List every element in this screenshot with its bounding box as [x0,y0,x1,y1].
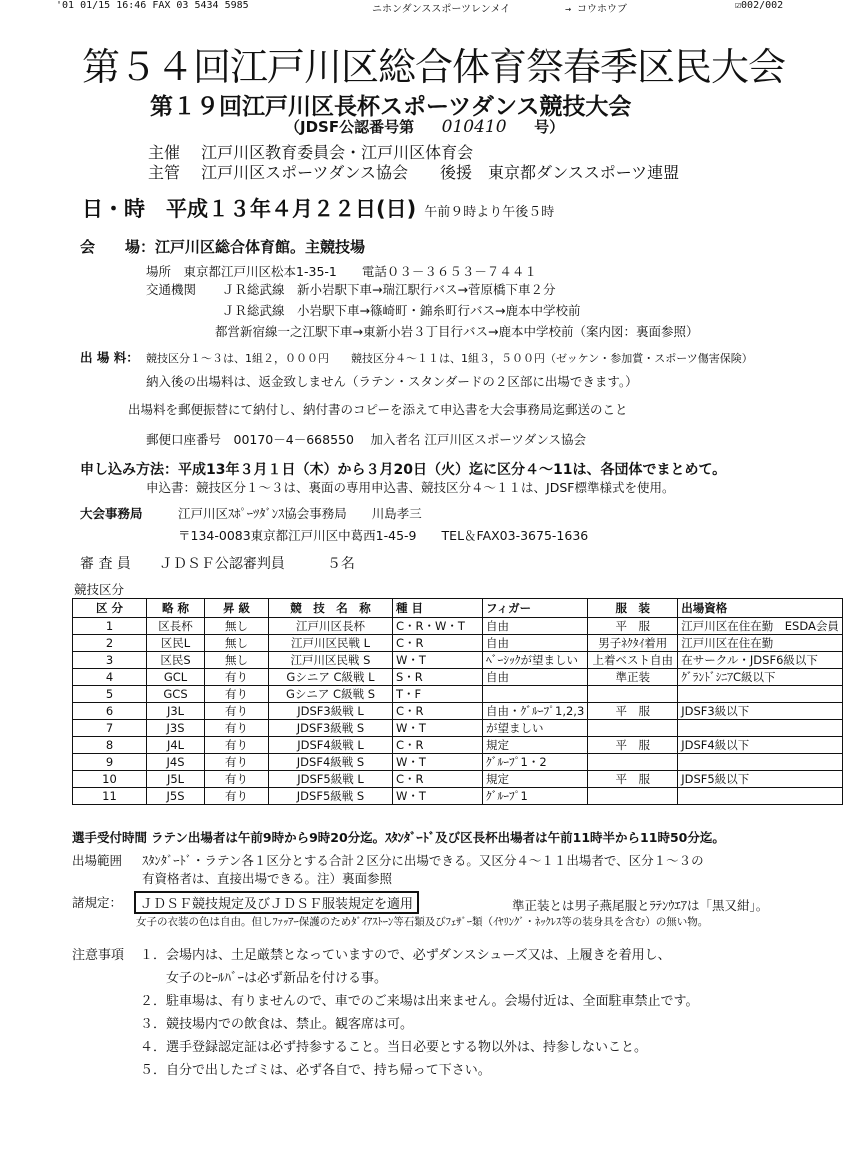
table-cell: 自由 [483,635,588,652]
table-cell: T・F [393,686,483,703]
table-cell: C・R・W・T [393,618,483,635]
table-cell: 区長杯 [147,618,205,635]
note-item: ４．選手登録認定証は必ず持参すること。当日必要とする物以外は、持参しないこと。 [140,1040,648,1055]
table-cell: 平 服 [588,618,678,635]
table-cell: 自由 [483,618,588,635]
fax-header-sender: '01 01/15 16:46 FAX 03 5434 5985 [56,0,249,11]
table-cell: C・R [393,771,483,788]
table-cell: 有り [205,737,269,754]
table-cell: 無し [205,618,269,635]
table-cell: 有り [205,788,269,805]
table-cell: GCS [147,686,205,703]
table-cell: 4 [73,669,147,686]
table-cell: GCL [147,669,205,686]
table-cell: 男子ﾈｸﾀｲ着用 [588,635,678,652]
table-cell: ｸﾞﾗﾝﾄﾞｼﾆｱC級以下 [678,669,843,686]
note-item: ３．競技場内での飲食は、禁止。観客席は可。 [140,1017,414,1032]
table-cell [588,720,678,737]
office-name: 江戸川区ｽﾎﾟｰﾂﾀﾞﾝｽ協会事務局 川島孝三 [178,506,422,521]
table-row [73,737,843,754]
table-cell: 江戸川区民戦 L [269,635,393,652]
entry-scope-line1: ｽﾀﾝﾀﾞｰﾄﾞ・ラテン各１区分とする合計２区分に出場できる。又区分４～１１出場者で、区分１～３の [142,853,704,868]
table-cell: 有り [205,703,269,720]
fax-header-from: ニホンダンススポーツレンメイ [372,4,511,15]
table-row [73,703,843,720]
note-item: ２．駐車場は、有りませんので、車でのご来場は出来ません。会場付近は、全面駐車禁止です。 [140,994,699,1009]
table-cell: 区民S [147,652,205,669]
table-cell [678,686,843,703]
table-cell: J3S [147,720,205,737]
table-cell: 10 [73,771,147,788]
table-cell: J5S [147,788,205,805]
table-cell: S・R [393,669,483,686]
table-cell: JDSF4級戦 L [269,737,393,754]
table-cell: 自由 [483,669,588,686]
table-cell: JDSF5級以下 [678,771,843,788]
table-cell: 11 [73,788,147,805]
table-cell: 規定 [483,771,588,788]
table-cell: 5 [73,686,147,703]
table-row [73,686,843,703]
jdsf-number: （JDSF公認番号第 010410 号） [285,117,565,137]
fax-header-page: ☑002/002 [735,0,784,11]
column-header: 服 装 [588,599,678,618]
table-cell [678,788,843,805]
table-cell: W・T [393,652,483,669]
table-cell: C・R [393,737,483,754]
table-caption: 競技区分 [74,582,125,597]
table-cell: 平 服 [588,703,678,720]
column-header: 略 称 [147,599,205,618]
table-cell: 1 [73,618,147,635]
column-header: 競 技 名 称 [269,599,393,618]
table-cell: ｸﾞﾙｰﾌﾟ1・2 [483,754,588,771]
transit-line: ＪＲ総武線 新小岩駅下車→瑞江駅行バス→菅原橋下車２分 [222,282,556,297]
entry-scope-line2: 有資格者は、直接出場できる。注）裏面参照 [142,871,393,886]
table-cell: JDSF3級戦 L [269,703,393,720]
postal-account: 郵便口座番号 00170－4－668550 加入者名 江戸川区スポーツダンス協会 [146,432,587,447]
table-cell: JDSF3級戦 S [269,720,393,737]
table-cell: 江戸川区在住在勤 [678,635,843,652]
table-cell: Gシニア C級戦 S [269,686,393,703]
column-header: 出場資格 [678,599,843,618]
venue-address: 場所 東京都江戸川区松本1-35-1 電話０３－３６５３－７４４１ [146,264,537,279]
transit-label: 交通機関 [146,282,197,297]
table-cell: JDSF4級戦 S [269,754,393,771]
office-address: 〒134-0083東京都江戸川区中葛西1-45-9 TEL＆FAX03-3675-1636 [178,528,589,543]
table-cell: J4L [147,737,205,754]
table-cell: 上着ベスト自由 [588,652,678,669]
table-cell: 無し [205,652,269,669]
table-cell [588,754,678,771]
table-cell: Gシニア C級戦 L [269,669,393,686]
fee-line1: 競技区分１～３は、1組２，０００円 競技区分４～１１は、1組３，５００円（ゼッケン・参加賞・スポーツ傷害保険） [146,352,753,365]
table-cell: ﾍﾞｰｼｯｸが望ましい [483,652,588,669]
table-row [73,771,843,788]
note-item: １．会場内は、土足厳禁となっていますので、必ずダンスシューズ又は、上履きを着用し、 [140,948,671,963]
table-cell: JDSF3級以下 [678,703,843,720]
table-cell: 9 [73,754,147,771]
table-header-row [73,599,843,618]
judges: 審 査 員 ＪＤＳＦ公認審判員 ５名 [80,556,355,572]
host-row: 主催 江戸川区教育委員会・江戸川区体育会 [148,143,474,162]
table-cell: 無し [205,635,269,652]
table-cell: J3L [147,703,205,720]
table-cell: 江戸川区在住在勤 ESDA会員 [678,618,843,635]
table-cell: C・R [393,635,483,652]
competition-table [72,598,843,805]
table-cell: JDSF5級戦 S [269,788,393,805]
reception-time: 選手受付時間 ラテン出場者は午前9時から9時20分迄。ｽﾀﾝﾀﾞｰﾄﾞ及び区長杯出場者は午前11時半から11時50分迄。 [72,830,725,845]
table-cell [678,754,843,771]
table-cell: J4S [147,754,205,771]
table-cell: 7 [73,720,147,737]
table-cell: J5L [147,771,205,788]
table-cell: 準正装 [588,669,678,686]
table-cell: W・T [393,720,483,737]
table-row [73,652,843,669]
apply-form: 申込書：競技区分１～３は、裏面の専用申込書、競技区分４～１１は、JDSF標準様式を使用。 [146,480,675,495]
jdsf-number-handwritten: 010410 [441,117,507,137]
checkbox-icon: ☑ [735,0,742,11]
table-cell: ｸﾞﾙｰﾌﾟ1 [483,788,588,805]
table-row [73,635,843,652]
table-cell: 有り [205,754,269,771]
table-cell: 在サークル・JDSF6級以下 [678,652,843,669]
table-cell: 6 [73,703,147,720]
transit-line: ＪＲ総武線 小岩駅下車→篠崎町・錦糸町行バス→鹿本中学校前 [222,303,581,318]
table-cell: 江戸川区長杯 [269,618,393,635]
table-cell [483,686,588,703]
column-header: 種 目 [393,599,483,618]
fax-header-dest: → コウホウブ [565,4,628,15]
rules-boxed: ＪＤＳＦ競技規定及びＪＤＳＦ服装規定を適用 [134,891,419,914]
table-cell: 平 服 [588,771,678,788]
subtitle: 第１９回江戸川区長杯スポーツダンス競技大会 [150,94,632,120]
table-cell [588,788,678,805]
fee-label: 出 場 料： [80,350,139,365]
table-cell: 有り [205,669,269,686]
table-cell: が望ましい [483,720,588,737]
notes-label: 注意事項 [72,948,125,963]
manage-row: 主管 江戸川区スポーツダンス協会 後援 東京都ダンススポーツ連盟 [148,163,680,182]
table-cell: 2 [73,635,147,652]
fee-line3: 出場料を郵便振替にて納付し、納付書のコピーを添えて申込書を大会事務局迄郵送のこと [128,402,628,417]
office-label: 大会事務局 [80,506,143,521]
table-cell: 有り [205,720,269,737]
rules-formal-wear: 準正装とは男子燕尾服とﾗﾃﾝｳｴｱは「黒又紺」。 [512,898,769,913]
note-item: ５．自分で出したゴミは、必ず各自で、持ち帰って下さい。 [140,1063,491,1078]
table-cell [678,720,843,737]
table-row [73,788,843,805]
venue: 会 場：江戸川区総合体育館。主競技場 [80,238,366,256]
table-cell: W・T [393,788,483,805]
table-cell: 有り [205,686,269,703]
table-cell: 8 [73,737,147,754]
apply-method: 申し込み方法：平成13年３月１日（木）から３月20日（火）迄に区分４～11は、各団体でまとめて。 [80,462,727,478]
table-cell: JDSF5級戦 L [269,771,393,788]
table-cell: C・R [393,703,483,720]
table-cell: 自由・ｸﾞﾙｰﾌﾟ1,2,3 [483,703,588,720]
table-cell [588,686,678,703]
table-row [73,669,843,686]
table-cell: 規定 [483,737,588,754]
column-header: フィガー [483,599,588,618]
column-header: 区 分 [73,599,147,618]
table-row [73,720,843,737]
main-title: 第５４回江戸川区総合体育祭春季区民大会 [82,45,786,89]
rules-label: 諸規定： [72,895,123,910]
table-cell: 区民L [147,635,205,652]
rules-dress: 女子の衣装の色は自由。但しﾌｧｯｱｰ保護のためﾀﾞｲｱｽﾄｰﾝ等石類及びﾌｪｻﾞｰ類（ｲﾔﾘﾝｸﾞ・ﾈｯｸﾚｽ等の装身具を含む）の無い物。 [136,916,709,928]
note-item: 女子のﾋｰﾙﾊﾞｰは必ず新品を付ける事。 [140,971,388,986]
table-cell: JDSF4級以下 [678,737,843,754]
column-header: 昇 級 [205,599,269,618]
table-cell: 有り [205,771,269,788]
table-row [73,754,843,771]
table-cell: W・T [393,754,483,771]
table-cell: 3 [73,652,147,669]
event-date: 日・時 平成１３年４月２２日(日) 午前９時より午後５時 [82,197,555,221]
entry-scope-label: 出場範囲 [72,853,123,868]
table-cell: 江戸川区民戦 S [269,652,393,669]
table-cell: 平 服 [588,737,678,754]
transit-line: 都営新宿線一之江駅下車→東新小岩３丁目行バス→鹿本中学校前（案内図：裏面参照） [215,324,699,339]
table-row [73,618,843,635]
table-body [73,618,843,805]
fee-line2: 納入後の出場料は、返金致しません（ラテン・スタンダードの２区部に出場できます。） [146,374,638,389]
